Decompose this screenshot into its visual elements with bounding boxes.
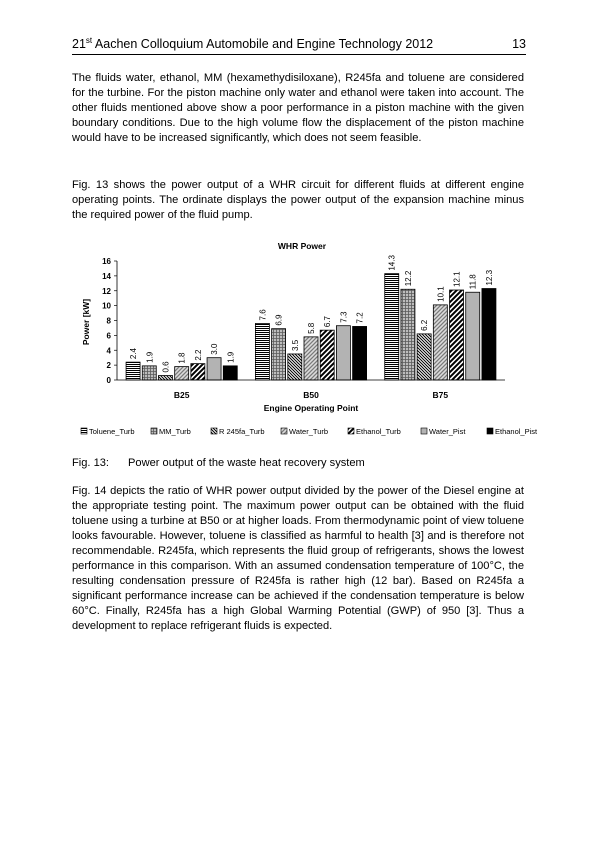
x-tick-label: B50 xyxy=(303,390,319,400)
y-tick-label: 4 xyxy=(106,346,111,356)
bar-value-label: 12.3 xyxy=(484,269,494,286)
bar-value-label: 12.1 xyxy=(452,271,462,288)
x-tick-label: B75 xyxy=(432,390,449,400)
bar xyxy=(207,358,221,380)
bar xyxy=(433,305,447,380)
chart-title: WHR Power xyxy=(277,241,327,251)
bar xyxy=(223,366,237,380)
legend-label: Toluene_Turb xyxy=(89,427,135,436)
bar-value-label: 5.8 xyxy=(307,322,316,334)
y-tick-label: 12 xyxy=(102,286,111,296)
legend-label: Ethanol_Turb xyxy=(356,427,401,436)
bar-value-label: 12.2 xyxy=(403,270,413,287)
bar-value-label: 1.8 xyxy=(177,352,187,364)
y-tick-label: 14 xyxy=(102,271,111,281)
bar-value-label: 1.9 xyxy=(226,351,236,363)
bar xyxy=(417,334,431,380)
bar xyxy=(126,362,140,380)
header-rule xyxy=(72,54,526,55)
bar-value-label: 2.4 xyxy=(129,348,139,360)
y-tick-label: 6 xyxy=(106,331,111,341)
x-axis-label: Engine Operating Point xyxy=(263,403,359,413)
legend-label: MM_Turb xyxy=(159,427,191,436)
whr-power-chart xyxy=(72,230,538,445)
bar xyxy=(142,366,156,380)
legend-swatch xyxy=(211,428,217,434)
bar-value-label: 10.1 xyxy=(436,286,446,302)
legend-swatch xyxy=(487,428,493,434)
paragraph-fig14: Fig. 14 depicts the ratio of WHR power output divided by the power of the Diesel engine at the appropriate testing point. The maximum power output can be obtained with the fluid toluene using a turbine at B50 or at higher loads. From thermodynamic point of view toluene looks favourable. However, toluene is classified as harmful to health [3] and is therefore not recommendable. R245fa, which represents the fluid group of refrigerants, shows the lowest performance in this comparison. With an assumed condensation temperature of 100°C, the resulting condensation pressure of R245fa is rather high (12 bar). Based on R245fa a significant performance increase can be achieved if the condensation temperature is below 60°C. Finally, R245fa has a high Global Warming Potential (GWP) of 950 [3]. Thus a development to replace refrigerant fluids is expected. xyxy=(72,485,524,632)
bar-value-label: 1.9 xyxy=(145,351,155,363)
bar-value-label: 2.2 xyxy=(193,349,203,361)
bar xyxy=(466,292,480,380)
bar xyxy=(450,290,464,380)
bar xyxy=(304,337,318,380)
bar xyxy=(401,289,415,380)
y-tick-label: 2 xyxy=(106,361,111,371)
caption-label: Fig. 13: xyxy=(72,457,109,469)
bar-value-label: 0.6 xyxy=(161,361,171,373)
running-header xyxy=(72,37,526,53)
bar xyxy=(272,329,286,380)
y-axis-label: Power [kW] xyxy=(81,298,91,346)
bar xyxy=(482,289,496,380)
bar-value-label: 7.2 xyxy=(355,312,365,324)
bar-value-label: 6.2 xyxy=(420,319,430,331)
bar xyxy=(385,274,399,380)
bar-value-label: 6.7 xyxy=(323,316,333,328)
legend-label: Water_Pist xyxy=(429,427,466,436)
figure-caption xyxy=(72,457,365,469)
bar-value-label: 7.3 xyxy=(339,311,349,323)
bar xyxy=(158,376,172,380)
bar xyxy=(288,354,302,380)
bar xyxy=(175,367,189,380)
bar xyxy=(191,364,205,380)
bar-value-label: 3.5 xyxy=(290,339,300,351)
legend-swatch xyxy=(421,428,427,434)
bar xyxy=(353,326,367,380)
bar-value-label: 7.6 xyxy=(258,309,268,321)
bar-value-label: 3.0 xyxy=(210,343,220,355)
x-tick-label: B25 xyxy=(173,390,190,400)
bar xyxy=(320,330,334,380)
legend-swatch xyxy=(348,428,354,434)
legend-swatch xyxy=(151,428,157,434)
bar xyxy=(255,323,269,380)
legend-label: R 245fa_Turb xyxy=(219,427,265,436)
header-title: 21st Aachen Colloquium Automobile and Engine Technology 2012 xyxy=(72,36,434,51)
bar-value-label: 14.3 xyxy=(387,255,397,271)
y-tick-label: 16 xyxy=(102,257,111,266)
page-number: 13 xyxy=(512,37,526,51)
bar xyxy=(336,326,350,380)
legend-swatch xyxy=(281,428,287,434)
legend-swatch xyxy=(81,428,87,434)
paragraph-fluids: The fluids water, ethanol, MM (hexamethydisiloxane), R245fa and toluene are considered for the turbine. For the piston machine only water and ethanol were taken into account. The other fluids mentioned above show a poor performance in a piston machine with the given boundary conditions. Due to the high volume flow the displacement of the piston machine would have to be increased significantly, which does not seem feasible. xyxy=(72,72,524,144)
caption-text: Power output of the waste heat recovery system xyxy=(128,457,365,469)
bar-value-label: 6.9 xyxy=(274,314,284,326)
y-tick-label: 10 xyxy=(102,301,111,311)
paragraph-fig13-intro: Fig. 13 shows the power output of a WHR circuit for different fluids at different engine operating points. The ordinate displays the power output of the expansion machine minus the required power of the fluid pump. xyxy=(72,179,524,221)
legend-label: Water_Turb xyxy=(289,427,329,436)
legend-label: Ethanol_Pist xyxy=(495,427,538,436)
y-tick-label: 0 xyxy=(106,376,111,385)
y-tick-label: 8 xyxy=(106,316,111,326)
bar-value-label: 11.8 xyxy=(468,274,478,290)
